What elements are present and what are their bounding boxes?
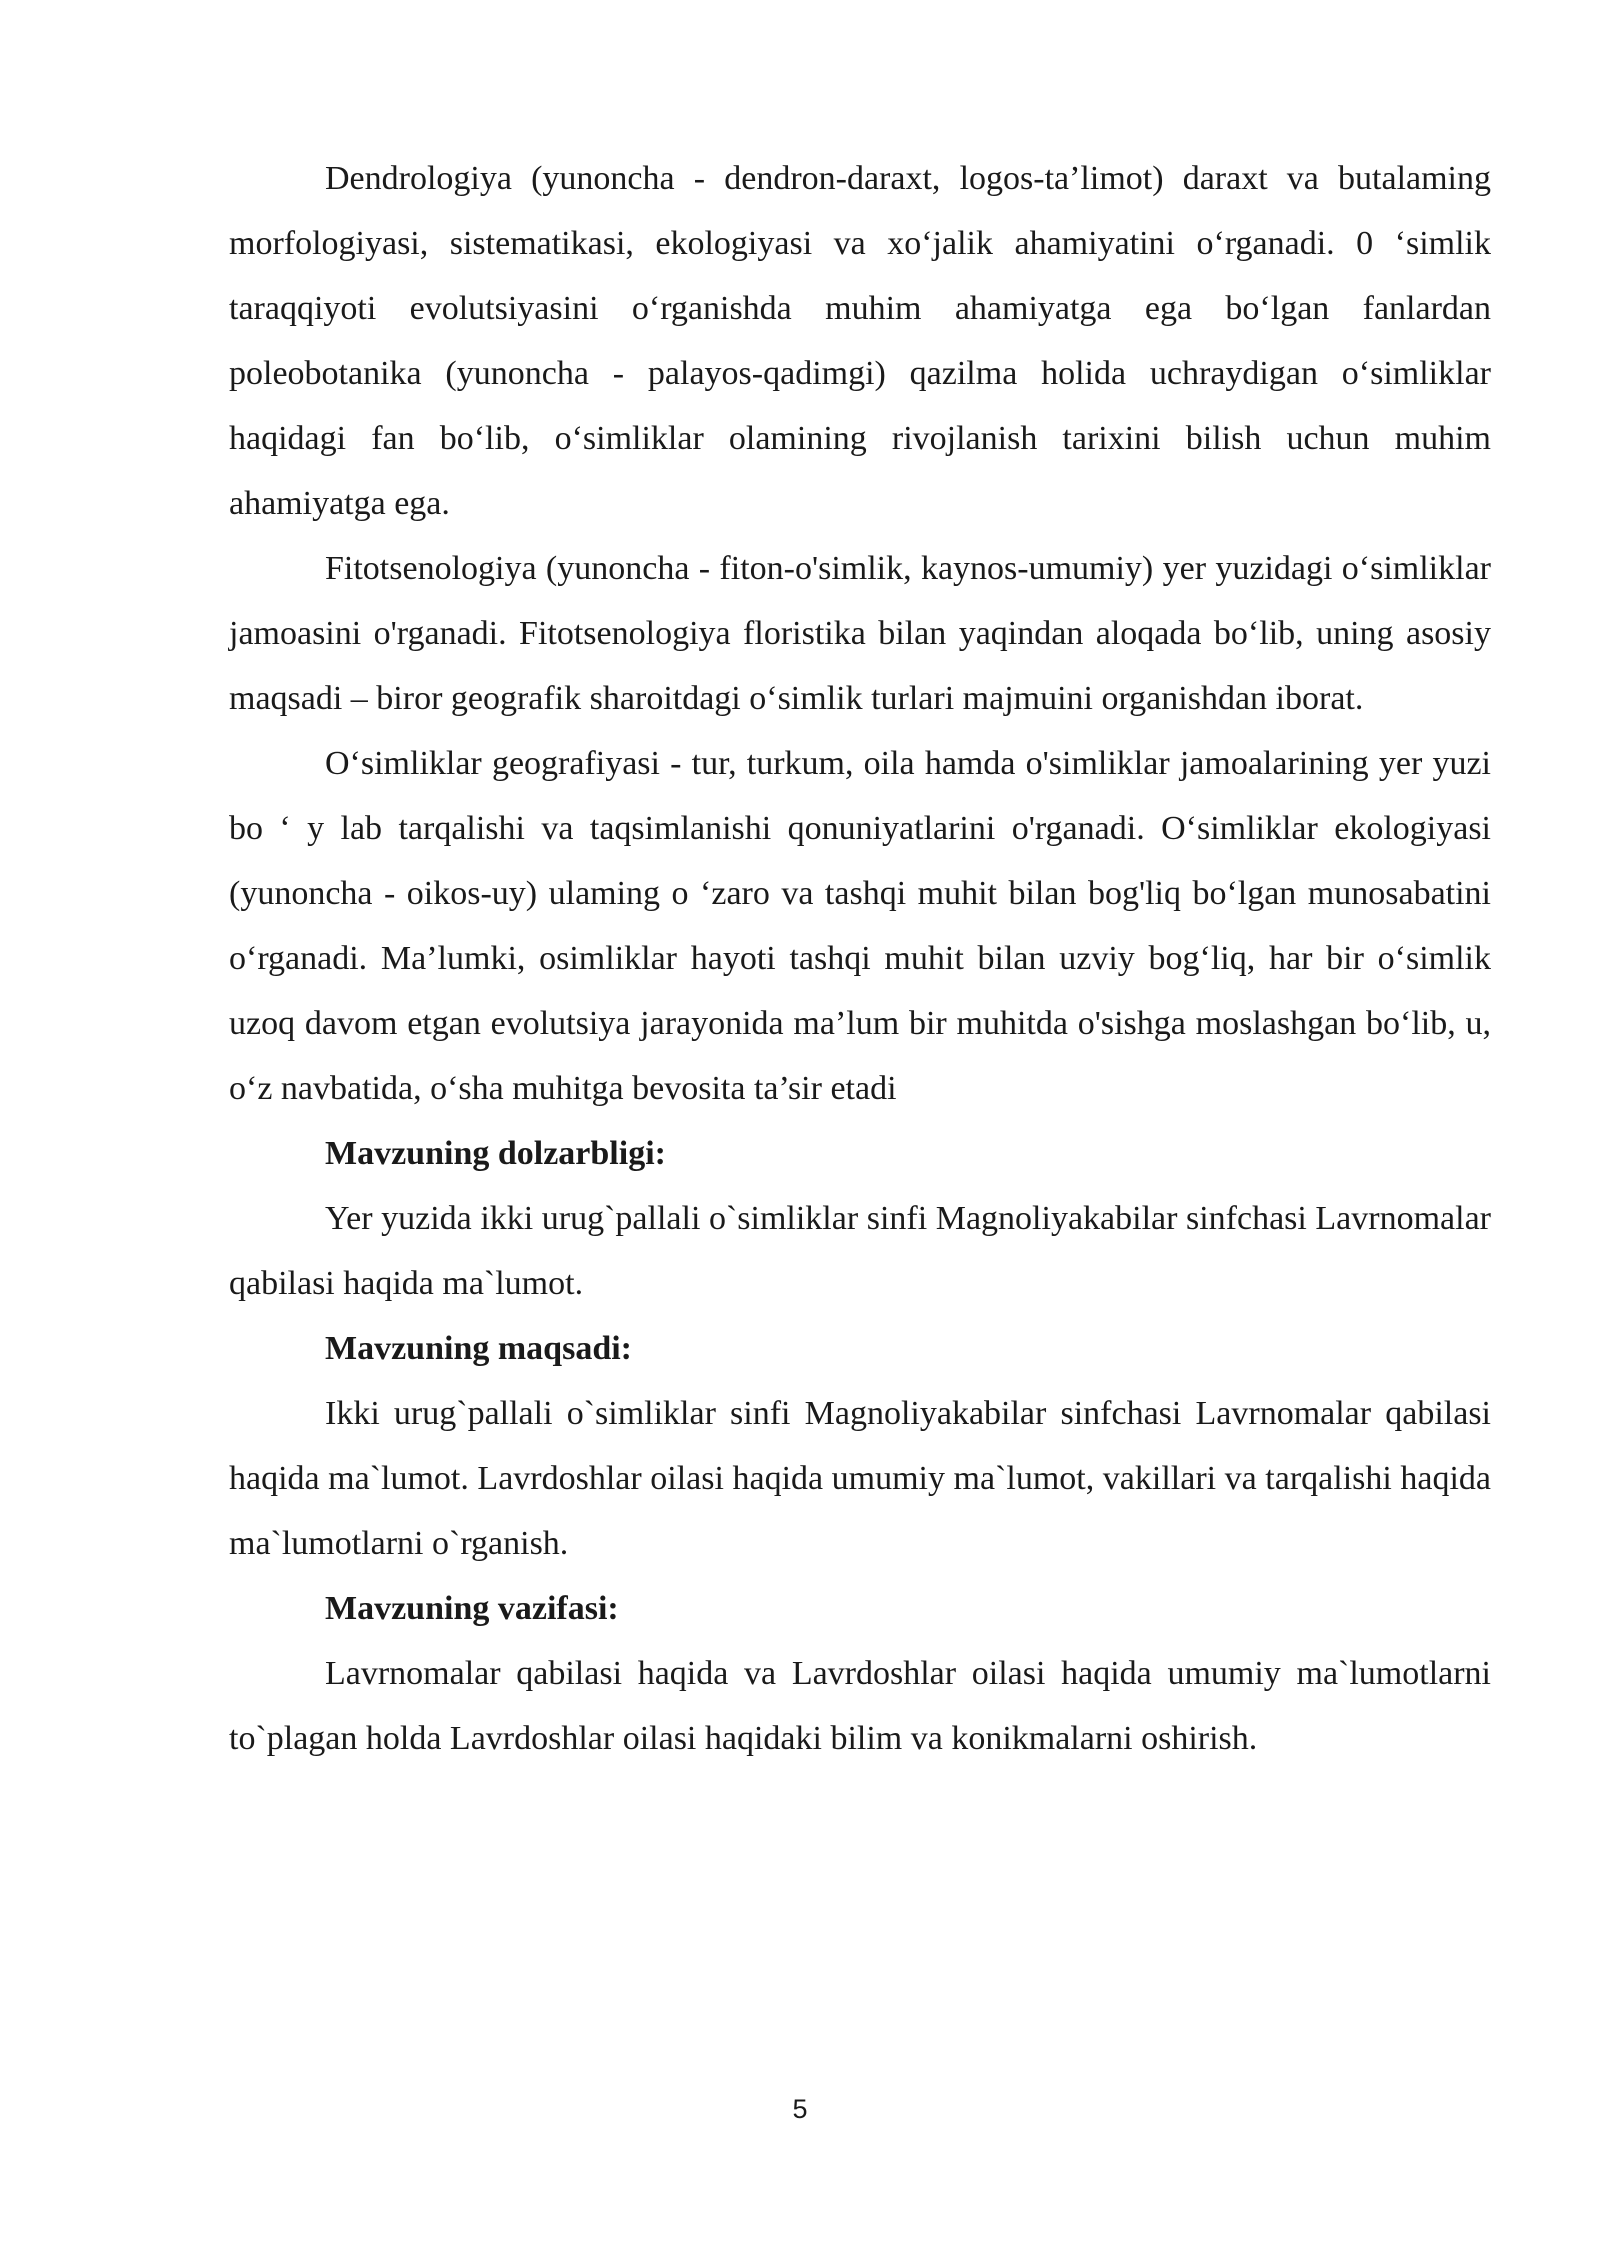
paragraph-vazifasi: Lavrnomalar qabilasi haqida va Lavrdoshlar oilasi haqida umumiy ma`lumotlarni to`plagan holda Lavrdoshlar oilasi haqidaki bilim va konikmalarni oshirish.	[229, 1655, 1491, 1757]
heading-maqsadi: Mavzuning maqsadi:	[325, 1330, 632, 1367]
page-number: 5	[792, 2094, 808, 2124]
heading-vazifasi: Mavzuning vazifasi:	[325, 1590, 619, 1627]
paragraph-geografiya: O‘simliklar geografiyasi - tur, turkum, oila hamda o'simliklar jamoalarining yer yuzi bo ‘ y lab tarqalishi va taqsimlanishi qonuniyatlarini o'rganadi. O‘simliklar ekologiyasi (yunoncha - oikos-uy) ulaming o ‘zaro va tashqi muhit bilan bog'liq bo‘lgan munosabatini o‘rganadi. Ma’lumki, osimliklar hayoti tashqi muhit bilan uzviy bog‘liq, har bir o‘simlik uzoq davom etgan evolutsiya jarayonida ma’lum bir muhitda o'sishga moslashgan bo‘lib, u, o‘z navbatida, o‘sha muhitga bevosita ta’sir etadi	[229, 745, 1491, 1107]
paragraph-fitotsenologiya: Fitotsenologiya (yunoncha - fiton-o'simlik, kaynos-umumiy) yer yuzidagi o‘simliklar jamoasini o'rganadi. Fitotsenologiya floristika bilan yaqindan aloqada bo‘lib, uning asosiy maqsadi – biror geografik sharoitdagi o‘simlik turlari majmuini organishdan iborat.	[229, 550, 1491, 717]
paragraph-dolzarbligi: Yer yuzida ikki urug`pallali o`simliklar sinfi Magnoliyakabilar sinfchasi Lavrnomalar qabilasi haqida ma`lumot.	[229, 1200, 1491, 1302]
heading-dolzarbligi: Mavzuning dolzarbligi:	[325, 1135, 666, 1172]
paragraph-maqsadi: Ikki urug`pallali o`simliklar sinfi Magnoliyakabilar sinfchasi Lavrnomalar qabilasi haqida ma`lumot. Lavrdoshlar oilasi haqida umumiy ma`lumot, vakillari va tarqalishi haqida ma`lumotlarni o`rganish.	[229, 1395, 1491, 1562]
page-body	[229, 146, 1491, 1771]
paragraph-dendrologiya: Dendrologiya (yunoncha - dendron-daraxt, logos-ta’limot) daraxt va butalaming morfologiyasi, sistematikasi, ekologiyasi va xo‘jalik ahamiyatini o‘rganadi. 0 ‘simlik taraqqiyoti evolutsiyasini o‘rganishda muhim ahamiyatga ega bo‘lgan fanlardan poleobotanika (yunoncha - palayos-qadimgi) qazilma holida uchraydigan o‘simliklar haqidagi fan bo‘lib, o‘simliklar olamining rivojlanish tarixini bilish uchun muhim ahamiyatga ega.	[229, 160, 1491, 522]
